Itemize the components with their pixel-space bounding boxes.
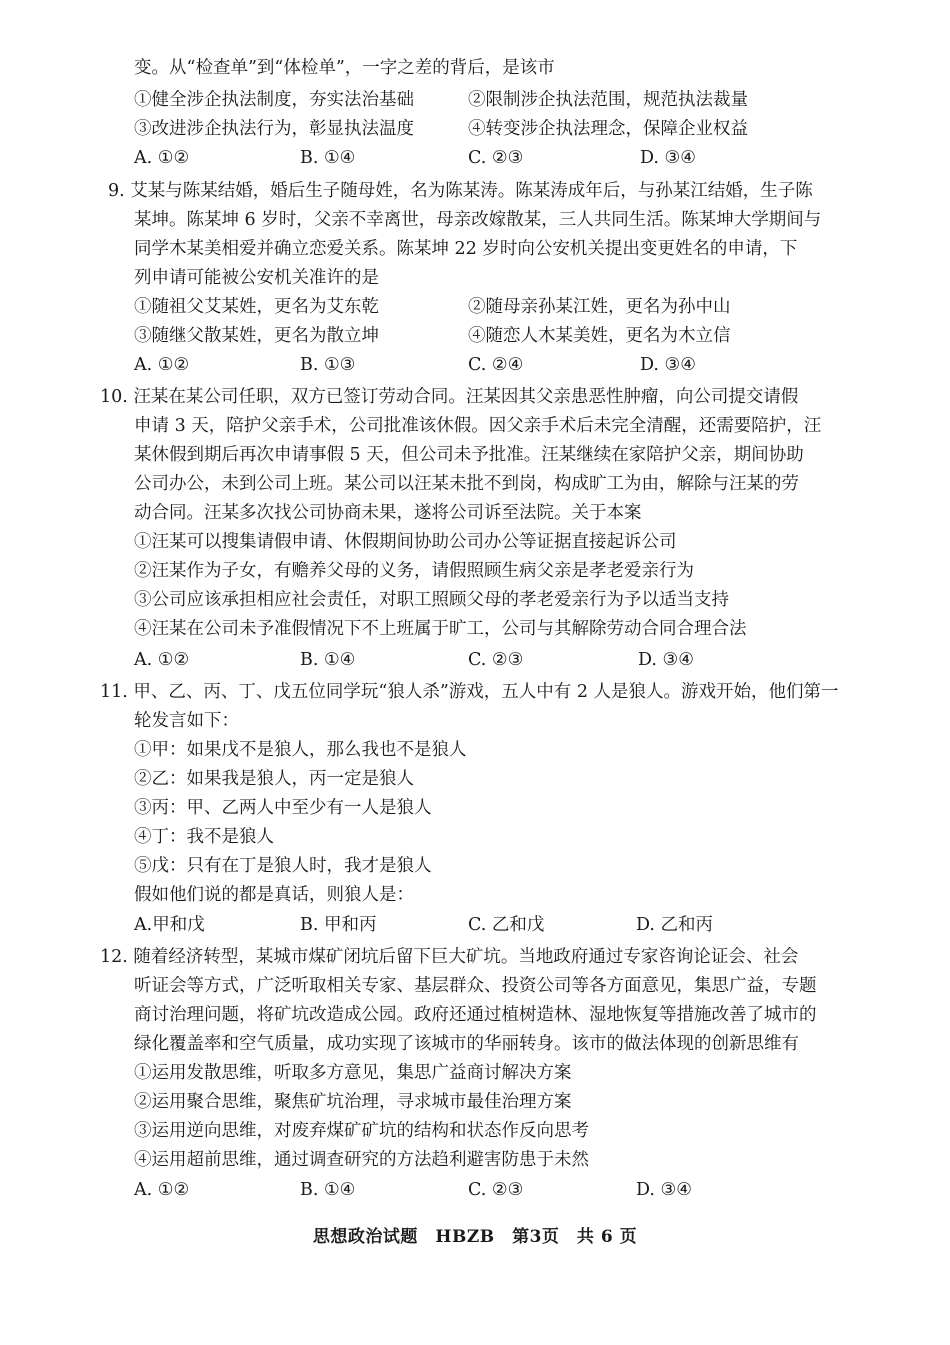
- q10-option-c: C. ②③: [468, 650, 524, 670]
- q11-statement: ②乙：如果我是狼人，丙一定是狼人: [134, 769, 414, 789]
- q10-stem-line: 10. 汪某在某公司任职，双方已签订劳动合同。汪某因其父亲患恶性肿瘤，向公司提交请假: [100, 387, 799, 407]
- q8-option-c: C. ②③: [468, 148, 524, 168]
- q9-option-c: C. ②④: [468, 355, 524, 375]
- q12-option-d: D. ③④: [636, 1180, 692, 1200]
- q11-option-d: D. 乙和丙: [636, 915, 714, 935]
- q9-statement: ①随祖父艾某姓，更名为艾东乾: [134, 297, 379, 317]
- q11-stem-line: 轮发言如下：: [134, 711, 239, 731]
- q12-stem-line: 12. 随着经济转型，某城市煤矿闭坑后留下巨大矿坑。当地政府通过专家咨询论证会、社会: [100, 947, 799, 967]
- q10-stem-line: 申请 3 天，陪护父亲手术，公司批准该休假。因父亲手术后未完全清醒，还需要陪护，汪: [134, 416, 822, 436]
- q8-statement: ①健全涉企执法制度，夯实法治基础: [134, 90, 414, 110]
- q8-statement: ③改进涉企执法行为，彰显执法温度: [134, 119, 414, 139]
- q9-stem-line: 9. 艾某与陈某结婚，婚后生子随母姓，名为陈某涛。陈某涛成年后，与孙某江结婚，生子陈: [108, 181, 813, 201]
- q12-statement: ④运用超前思维，通过调查研究的方法趋利避害防患于未然: [134, 1150, 589, 1170]
- q10-statement: ①汪某可以搜集请假申请、休假期间协助公司办公等证据直接起诉公司: [134, 532, 677, 552]
- q10-stem-line: 动合同。汪某多次找公司协商未果，遂将公司诉至法院。关于本案: [134, 503, 642, 523]
- q9-statement: ③随继父散某姓，更名为散立坤: [134, 326, 379, 346]
- q12-stem-line: 商讨治理问题，将矿坑改造成公园。政府还通过植树造林、湿地恢复等措施改善了城市的: [134, 1005, 817, 1025]
- q10-option-a: A. ①②: [134, 650, 190, 670]
- q11-option-b: B. 甲和丙: [300, 915, 377, 935]
- q9-stem-line: 列申请可能被公安机关准许的是: [134, 268, 379, 288]
- q12-option-b: B. ①④: [300, 1180, 356, 1200]
- q10-statement: ④汪某在公司未予准假情况下不上班属于旷工，公司与其解除劳动合同合理合法: [134, 619, 747, 639]
- q8-option-d: D. ③④: [640, 148, 696, 168]
- q11-option-a: A.甲和戊: [134, 915, 205, 935]
- q8-option-a: A. ①②: [134, 148, 190, 168]
- q10-statement: ②汪某作为子女，有赡养父母的义务，请假照顾生病父亲是孝老爱亲行为: [134, 561, 694, 581]
- q8-statement: ④转变涉企执法理念，保障企业权益: [468, 119, 748, 139]
- q11-statement: ⑤戊：只有在丁是狼人时，我才是狼人: [134, 856, 432, 876]
- q12-option-c: C. ②③: [468, 1180, 524, 1200]
- page-footer: 思想政治试题 HBZB 第3页 共 6 页: [312, 1227, 638, 1247]
- q9-option-d: D. ③④: [640, 355, 696, 375]
- q8-stem: 变。从“检查单”到“体检单”，一字之差的背后，是该市: [134, 58, 555, 78]
- q9-stem-line: 同学木某美相爱并确立恋爱关系。陈某坤 22 岁时向公安机关提出变更姓名的申请，下: [134, 239, 798, 259]
- q9-statement: ④随恋人木某美姓，更名为木立信: [468, 326, 731, 346]
- q12-statement: ①运用发散思维，听取多方意见，集思广益商讨解决方案: [134, 1063, 572, 1083]
- q11-statement: ③丙：甲、乙两人中至少有一人是狼人: [134, 798, 432, 818]
- q9-option-a: A. ①②: [134, 355, 190, 375]
- q8-statement: ②限制涉企执法范围，规范执法裁量: [468, 90, 748, 110]
- q12-stem-line: 听证会等方式，广泛听取相关专家、基层群众、投资公司等各方面意见，集思广益，专题: [134, 976, 817, 996]
- q11-option-c: C. 乙和戊: [468, 915, 545, 935]
- q12-option-a: A. ①②: [134, 1180, 190, 1200]
- q12-statement: ③运用逆向思维，对废弃煤矿矿坑的结构和状态作反向思考: [134, 1121, 589, 1141]
- q9-stem-line: 某坤。陈某坤 6 岁时，父亲不幸离世，母亲改嫁散某，三人共同生活。陈某坤大学期间与: [134, 210, 822, 230]
- q11-question: 假如他们说的都是真话，则狼人是：: [134, 885, 414, 905]
- q11-stem-line: 11. 甲、乙、丙、丁、戊五位同学玩“狼人杀”游戏，五人中有 2 人是狼人。游戏开始，他们第一: [100, 682, 839, 702]
- q11-statement: ④丁：我不是狼人: [134, 827, 274, 847]
- q10-statement: ③公司应该承担相应社会责任，对职工照顾父母的孝老爱亲行为予以适当支持: [134, 590, 729, 610]
- q11-statement: ①甲：如果戊不是狼人，那么我也不是狼人: [134, 740, 467, 760]
- q10-stem-line: 某休假到期后再次申请事假 5 天，但公司未予批准。汪某继续在家陪护父亲，期间协助: [134, 445, 804, 465]
- q12-statement: ②运用聚合思维，聚焦矿坑治理，寻求城市最佳治理方案: [134, 1092, 572, 1112]
- q9-statement: ②随母亲孙某江姓，更名为孙中山: [468, 297, 731, 317]
- q10-option-b: B. ①④: [300, 650, 356, 670]
- q10-stem-line: 公司办公，未到公司上班。某公司以汪某未批不到岗，构成旷工为由，解除与汪某的劳: [134, 474, 799, 494]
- q10-option-d: D. ③④: [638, 650, 694, 670]
- q9-option-b: B. ①③: [300, 355, 356, 375]
- q8-option-b: B. ①④: [300, 148, 356, 168]
- q12-stem-line: 绿化覆盖率和空气质量，成功实现了该城市的华丽转身。该市的做法体现的创新思维有: [134, 1034, 799, 1054]
